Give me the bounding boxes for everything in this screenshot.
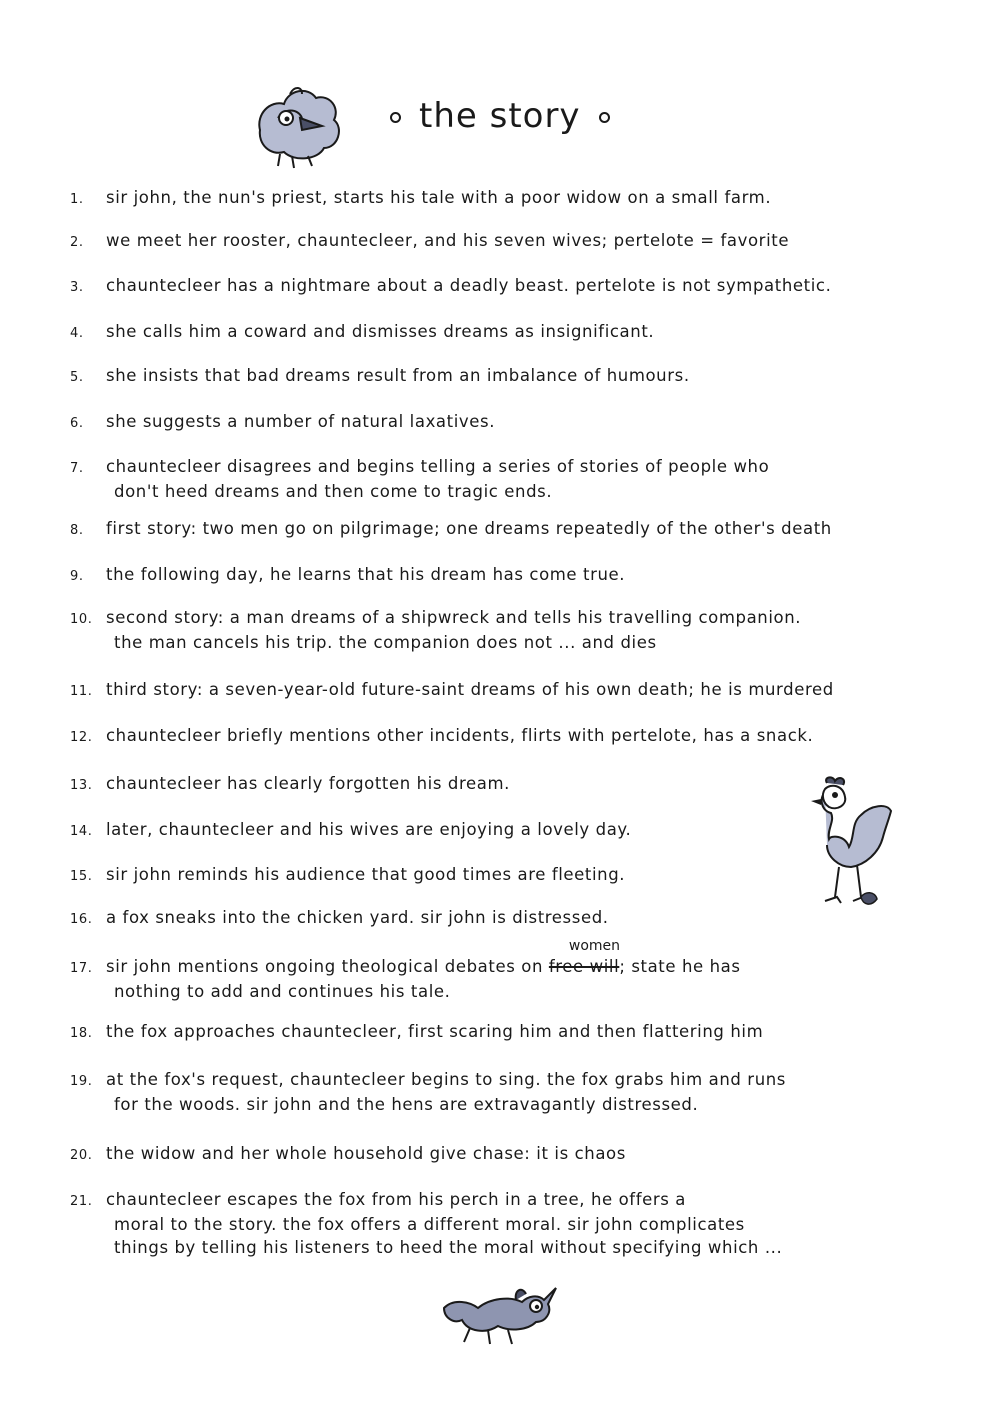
item-text: later, chauntecleer and his wives are enjoying a lovely day.	[106, 820, 632, 839]
list-item	[70, 563, 950, 588]
item-text: sir john, the nun's priest, starts his tale with a poor widow on a small farm.	[106, 188, 772, 207]
item-text: at the fox's request, chauntecleer begins to sing. the fox grabs him and runs	[106, 1070, 787, 1089]
list-item	[70, 678, 950, 703]
item-number: 10.	[70, 612, 93, 627]
list-item	[70, 455, 950, 503]
item-text-continued: moral to the story. the fox offers a different moral. sir john complicates	[114, 1215, 745, 1234]
item-text-continued: nothing to add and continues his tale.	[114, 982, 451, 1001]
list-item	[70, 1188, 950, 1259]
list-item	[70, 1142, 950, 1167]
bullet-dot	[599, 112, 610, 123]
item-number: 8.	[70, 523, 84, 538]
item-text: the following day, he learns that his dream has come true.	[106, 565, 626, 584]
item-number: 15.	[70, 869, 93, 884]
item-text: second story: a man dreams of a shipwreck and tells his travelling companion.	[106, 608, 802, 627]
bullet-dot	[390, 112, 401, 123]
page-header	[0, 70, 1000, 170]
item-text: chauntecleer disagrees and begins telling a series of stories of people who	[106, 457, 770, 476]
list-item	[70, 724, 950, 749]
item-number: 14.	[70, 824, 93, 839]
struck-word: free will	[548, 957, 620, 976]
item-number: 13.	[70, 778, 93, 793]
item-text: chauntecleer has clearly forgotten his dream.	[106, 774, 510, 793]
item-number: 2.	[70, 235, 84, 250]
item-text: sir john reminds his audience that good times are fleeting.	[106, 865, 626, 884]
correction	[548, 938, 621, 978]
list-item	[70, 186, 950, 211]
item-text: she calls him a coward and dismisses dreams as insignificant.	[106, 322, 655, 341]
item-text-continued: the man cancels his trip. the companion does not ... and dies	[114, 633, 657, 652]
item-number: 7.	[70, 461, 84, 476]
item-text: a fox sneaks into the chicken yard. sir john is distressed.	[106, 908, 609, 927]
item-number: 18.	[70, 1026, 93, 1041]
item-number: 17.	[70, 961, 93, 976]
rooster-icon	[805, 775, 897, 923]
list-item	[70, 1020, 950, 1045]
item-number: 9.	[70, 569, 84, 584]
item-text: ; state he has	[619, 957, 741, 976]
list-item	[70, 1068, 950, 1116]
list-item	[70, 517, 950, 542]
item-text: sir john mentions ongoing theological debates on	[106, 957, 544, 976]
item-number: 3.	[70, 280, 84, 295]
title-text: the story	[419, 96, 581, 136]
list-item	[70, 229, 950, 254]
item-text: she suggests a number of natural laxatives.	[106, 412, 496, 431]
item-text: chauntecleer escapes the fox from his perch in a tree, he offers a	[106, 1190, 687, 1209]
list-item	[70, 938, 950, 1003]
item-number: 11.	[70, 684, 93, 699]
item-number: 4.	[70, 326, 84, 341]
item-number: 1.	[70, 192, 84, 207]
item-number: 21.	[70, 1194, 93, 1209]
item-number: 19.	[70, 1074, 93, 1089]
item-text-continued: for the woods. sir john and the hens are extravagantly distressed.	[114, 1095, 699, 1114]
item-text: she insists that bad dreams result from an imbalance of humours.	[106, 366, 690, 385]
item-number: 6.	[70, 416, 84, 431]
item-text-continued: things by telling his listeners to heed the moral without specifying which ...	[114, 1238, 783, 1257]
item-text-continued: don't heed dreams and then come to tragic ends.	[114, 482, 553, 501]
list-item	[70, 364, 950, 389]
list-item	[70, 606, 950, 654]
item-number: 20.	[70, 1148, 93, 1163]
item-text: third story: a seven-year-old future-saint dreams of his own death; he is murdered	[106, 680, 834, 699]
item-text: first story: two men go on pilgrimage; one dreams repeatedly of the other's death	[106, 519, 832, 538]
inserted-word: women	[568, 938, 621, 954]
list-item	[70, 274, 950, 299]
item-text: chauntecleer has a nightmare about a deadly beast. pertelote is not sympathetic.	[106, 276, 832, 295]
item-number: 5.	[70, 370, 84, 385]
item-number: 12.	[70, 730, 93, 745]
hen-icon	[250, 78, 346, 170]
item-text: the widow and her whole household give chase: it is chaos	[106, 1144, 626, 1163]
item-text: we meet her rooster, chauntecleer, and his seven wives; pertelote = favorite	[106, 231, 790, 250]
list-item	[70, 410, 950, 435]
item-number: 16.	[70, 912, 93, 927]
item-text: chauntecleer briefly mentions other incidents, flirts with pertelote, has a snack.	[106, 726, 814, 745]
item-text: the fox approaches chauntecleer, first scaring him and then flattering him	[106, 1022, 764, 1041]
list-item	[70, 320, 950, 345]
page-title	[372, 96, 628, 136]
fox-icon	[440, 1268, 560, 1348]
